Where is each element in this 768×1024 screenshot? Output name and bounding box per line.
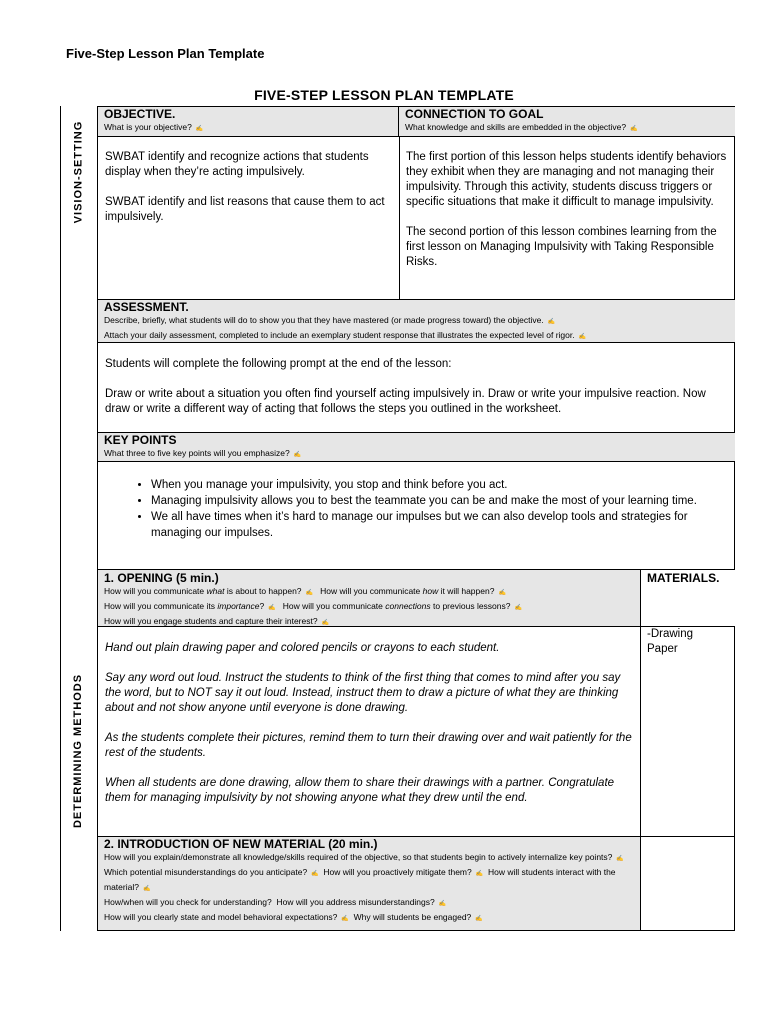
materials-header [641,570,735,627]
pen-icon: ✍ [321,620,330,626]
objective-prompt: What is your objective? ✍ [104,122,204,132]
opening-prompt-line-3: How will you engage students and capture their interest? ✍ [104,616,330,626]
opening-heading: 1. OPENING (5 min.) [104,571,219,585]
keypoints-header [98,433,735,462]
materials-heading: MATERIALS. [647,571,720,585]
objective-header [98,107,399,137]
opening-paragraph: Say any word out loud. Instruct the students to think of the first thing that comes to mind after you say the word, but to NOT say it out loud. Instead, instruct them to draw a picture of what they are thinking about and not show anyone until everyone is done drawing. [105,672,621,714]
opening-header [98,570,641,627]
pen-icon: ✍ [268,605,276,611]
pen-icon: ✍ [341,916,349,922]
pen-icon: ✍ [630,126,638,132]
assessment-prompt-2: Attach your daily assessment, completed to include an exemplary student response that illustrates the expected level of rigor. ✍ [104,330,587,340]
page-title: Five-Step Lesson Plan Template [66,46,265,61]
connection-prompt: What knowledge and skills are embedded in the objective? ✍ [405,122,638,132]
methods-table [97,570,735,931]
pen-icon: ✍ [305,590,314,596]
intro-prompt-3: How/when will you check for understanding? How will you address misunderstandings? ✍ [104,897,447,907]
side-label-methods-text: DETERMINING METHODS [72,673,84,829]
opening-paragraph: When all students are done drawing, allow them to share their drawings with a partner. Congratulate them for managing impulsivity by not showing anyone what they drew until the end. [105,777,615,804]
side-label-vision-text: VISION-SETTING [72,120,84,224]
assessment-prompt-1: Describe, briefly, what students will do to show you that they have mastered (or made progress toward) the objective. ✍ [104,315,556,325]
connection-heading: CONNECTION TO GOAL [405,107,544,121]
vision-table [97,106,735,570]
connection-text-1: The first portion of this lesson helps students identify behaviors they exhibit when they are managing and not managing their impulsivity. Through this activity, students discuss triggers or specific situations that make it difficult to manage impulsivity. [406,151,727,208]
side-label-methods [60,572,96,930]
assessment-body [98,343,735,432]
opening-prompt-line-2: How will you communicate its importance? ✍ How will you communicate connections to previous lessons? ✍ [104,601,522,611]
pen-icon: ✍ [195,126,204,132]
pen-icon: ✍ [514,605,522,611]
key-point-item: • When you manage your impulsivity, you stop and think before you act. [151,477,715,493]
opening-prompt-line-1: How will you communicate what is about to happen? ✍ How will you communicate how it will happen? ✍ [104,586,506,596]
pen-icon: ✍ [475,871,484,877]
connection-header [399,107,735,137]
key-point-item: • We all have times when it’s hard to manage our impulses but we can also develop tools and strategies for managing our impulses. [151,509,715,541]
objective-text-2: SWBAT identify and list reasons that cause them to act impulsively. [105,196,385,223]
objective-heading: OBJECTIVE. [104,107,176,121]
connection-text-2: The second portion of this lesson combines learning from the first lesson on Managing Impulsivity with Taking Responsible Risks. [406,226,717,268]
keypoints-prompt: What three to five key points will you emphasize? ✍ [104,448,302,458]
pen-icon: ✍ [142,886,151,892]
materials-body [641,627,735,657]
intro-prompt-1: How will you explain/demonstrate all knowledge/skills required of the objective, so that students begin to actively internalize key points? ✍ [104,852,624,862]
assessment-header [98,300,735,343]
intro-header [98,837,641,930]
assessment-heading: ASSESSMENT. [104,300,189,314]
pen-icon: ✍ [438,901,447,907]
connection-body [399,137,735,285]
assessment-text-1: Students will complete the following prompt at the end of the lesson: [105,358,452,370]
pen-icon: ✍ [616,856,624,862]
intro-prompt-2: Which potential misunderstandings do you anticipate? ✍ How will you proactively mitigate them? ✍ How will students interact with the material? ✍ [104,867,616,892]
pen-icon: ✍ [498,590,506,596]
opening-paragraph: Hand out plain drawing paper and colored pencils or crayons to each student. [105,642,500,654]
materials-items: -Drawing Paper [647,628,694,655]
pen-icon: ✍ [311,871,319,877]
side-label-vision [60,106,96,566]
pen-icon: ✍ [293,452,302,458]
opening-paragraph: As the students complete their pictures, remind them to turn their drawing over and wait patiently for the rest of the students. [105,732,632,759]
keypoints-heading: KEY POINTS [104,433,177,447]
assessment-text-2: Draw or write about a situation you often find yourself acting impulsively in. Draw or write your impulsive reaction. Now draw or write a different way of acting that follows the steps you outlined in the worksheet. [105,388,706,415]
pen-icon: ✍ [547,319,556,325]
intro-prompt-4: How will you clearly state and model behavioral expectations? ✍ Why will students be engaged? ✍ [104,912,483,922]
pen-icon: ✍ [578,334,587,340]
side-column-border [60,106,61,931]
objective-body [98,137,399,240]
objective-text-1: SWBAT identify and recognize actions that students display when they’re acting impulsively. [105,151,369,178]
key-point-item: • Managing impulsivity allows you to best the teammate you can be and make the most of your learning time. [151,493,715,509]
pen-icon: ✍ [475,916,483,922]
document-title: FIVE-STEP LESSON PLAN TEMPLATE [254,87,514,103]
keypoints-body [98,462,735,541]
opening-body [98,627,641,836]
intro-heading: 2. INTRODUCTION OF NEW MATERIAL (20 min.) [104,837,378,851]
